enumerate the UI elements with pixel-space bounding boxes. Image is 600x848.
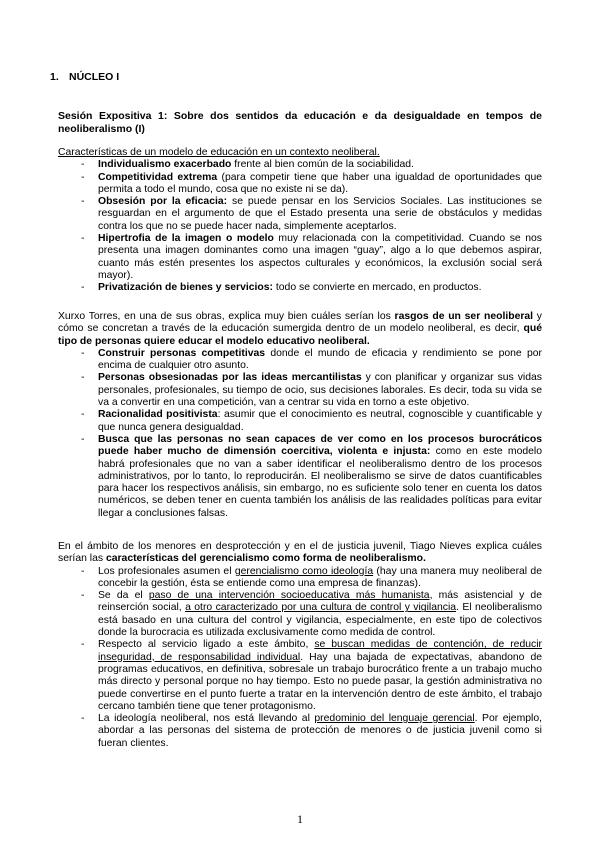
list-item: - Construir personas competitivas donde el mundo de eficacia y rendimiento se pone por encima de cualquier otro asunto. [98, 348, 542, 373]
session-title: Sesión Expositiva 1: Sobre dos sentidos da educación e da desigualdade en tempos de neoliberalismo (I) [58, 110, 542, 135]
heading-number: 1. [50, 71, 59, 83]
list-item: - La ideología neoliberal, nos está llevando al predominio del lenguaje gerencial. Por ejemplo, abordar a las personas del sistema de protección de menores o de justicia juvenil como si fueran clientes. [98, 713, 542, 750]
section-heading [50, 71, 119, 83]
list-item: - Obsesión por la eficacia: se puede pensar en los Servicios Sociales. Las instituciones se resguardan en el argumento de que el Estado presenta una serie de obstáculos y medidas contra los que no se puede hacer nada, simplemente aceptarlos. [98, 196, 542, 233]
list-item: - Los profesionales asumen el gerencialismo como ideología (hay una manera muy neoliberal de concebir la gestión, ésta se entiende como una empresa de finanzas). [98, 566, 542, 591]
section1-intro: Características de un modelo de educación en un contexto neoliberal. [58, 147, 380, 158]
list-item: - Personas obsesionadas por las ideas mercantilistas y con planificar y organizar sus vidas personales, profesionales, su tiempo de ocio, sus decisiones laborales. Es decir, toda su vida se va a convertir en una competición, van a centrar su vida en torno a este objetivo. [98, 372, 542, 409]
list-item: - Hipertrofia de la imagen o modelo muy relacionada con la competitividad. Cuando se nos presenta una imagen dominantes como una imagen “guay”, algo a lo que debemos aspirar, cuanto más estén presentes los aspectos culturales y económicos, la exclusión social será mayor). [98, 233, 542, 282]
gerencialismo-list [58, 566, 542, 750]
list-item: - Racionalidad positivista: asumir que el conocimiento es neutral, cognoscible y cuantificable y que nunca genera desigualdad. [98, 409, 542, 434]
section3-intro: En el ámbito de los menores en desprotección y en el de justicia juvenil, Tiago Nieves explica cuáles serían las características del gerencialismo como forma de neoliberalismo. [58, 541, 542, 565]
heading-title: NÚCLEO I [69, 71, 120, 83]
section-neoliberal-person [58, 311, 542, 520]
list-item: - Individualismo exacerbado frente al bien común de la sociabilidad. [98, 159, 542, 171]
section2-intro: Xurxo Torres, en una de sus obras, explica muy bien cuáles serían los rasgos de un ser neoliberal y cómo se concretan a través de la educación sumergida dentro de un modelo neoliberal, es decir, qué tipo de personas quiere educar el modelo educativo neoliberal. [58, 311, 542, 347]
section-gerencialismo [58, 541, 542, 750]
list-item: - Busca que las personas no sean capaces de ver como en los procesos burocráticos puede haber mucho de dimensión coercitiva, violenta e injusta: como en este modelo habrá profesionales que no van a saber identificar el neoliberalismo dentro de los procesos administrativos, por lo tanto, lo reproducirán. El neoliberalismo se sirve de datos cuantificables para hacer los respectivos análisis, sin embargo, no es suficiente solo tener en cuenta los datos numéricos, se deben tener en cuenta también los análisis de las realidades políticas para evitar llegar a conclusiones falsas. [98, 434, 542, 520]
list-item: - Se da el paso de una intervención socioeducativa más humanista, más asistencial y de reinserción social, a otro caracterizado por una cultura de control y vigilancia. El neoliberalismo está basado en una cultura del control y vigilancia, especialmente, en este tipo de colectivos donde la burocracia es utilizada exclusivamente como medida de control. [98, 590, 542, 639]
list-item: - Respecto al servicio ligado a este ámbito, se buscan medidas de contención, de reducir inseguridad, de responsabilidad individual. Hay una bajada de expectativas, abandono de programas educativos, en definitiva, sobresale un trabajo burocrático frente a un trabajo mucho más directo y personal porque no hay tiempo. Esto no puede pasar, la gestión administrativa no puede convertirse en el punto fuerte a tratar en la intervención dentro de este ámbito, el trabajo cercano también tiene que tener protagonismo. [98, 639, 542, 713]
page-number: 1 [297, 812, 303, 826]
section-characteristics [58, 147, 542, 295]
traits-list [58, 348, 542, 520]
list-item: - Competitividad extrema (para competir tiene que haber una igualdad de oportunidades que permita a todo el mundo, cosa que no existe ni se da). [98, 172, 542, 197]
list-item: - Privatización de bienes y servicios: todo se convierte en mercado, en productos. [98, 282, 542, 294]
characteristics-list [58, 159, 542, 294]
